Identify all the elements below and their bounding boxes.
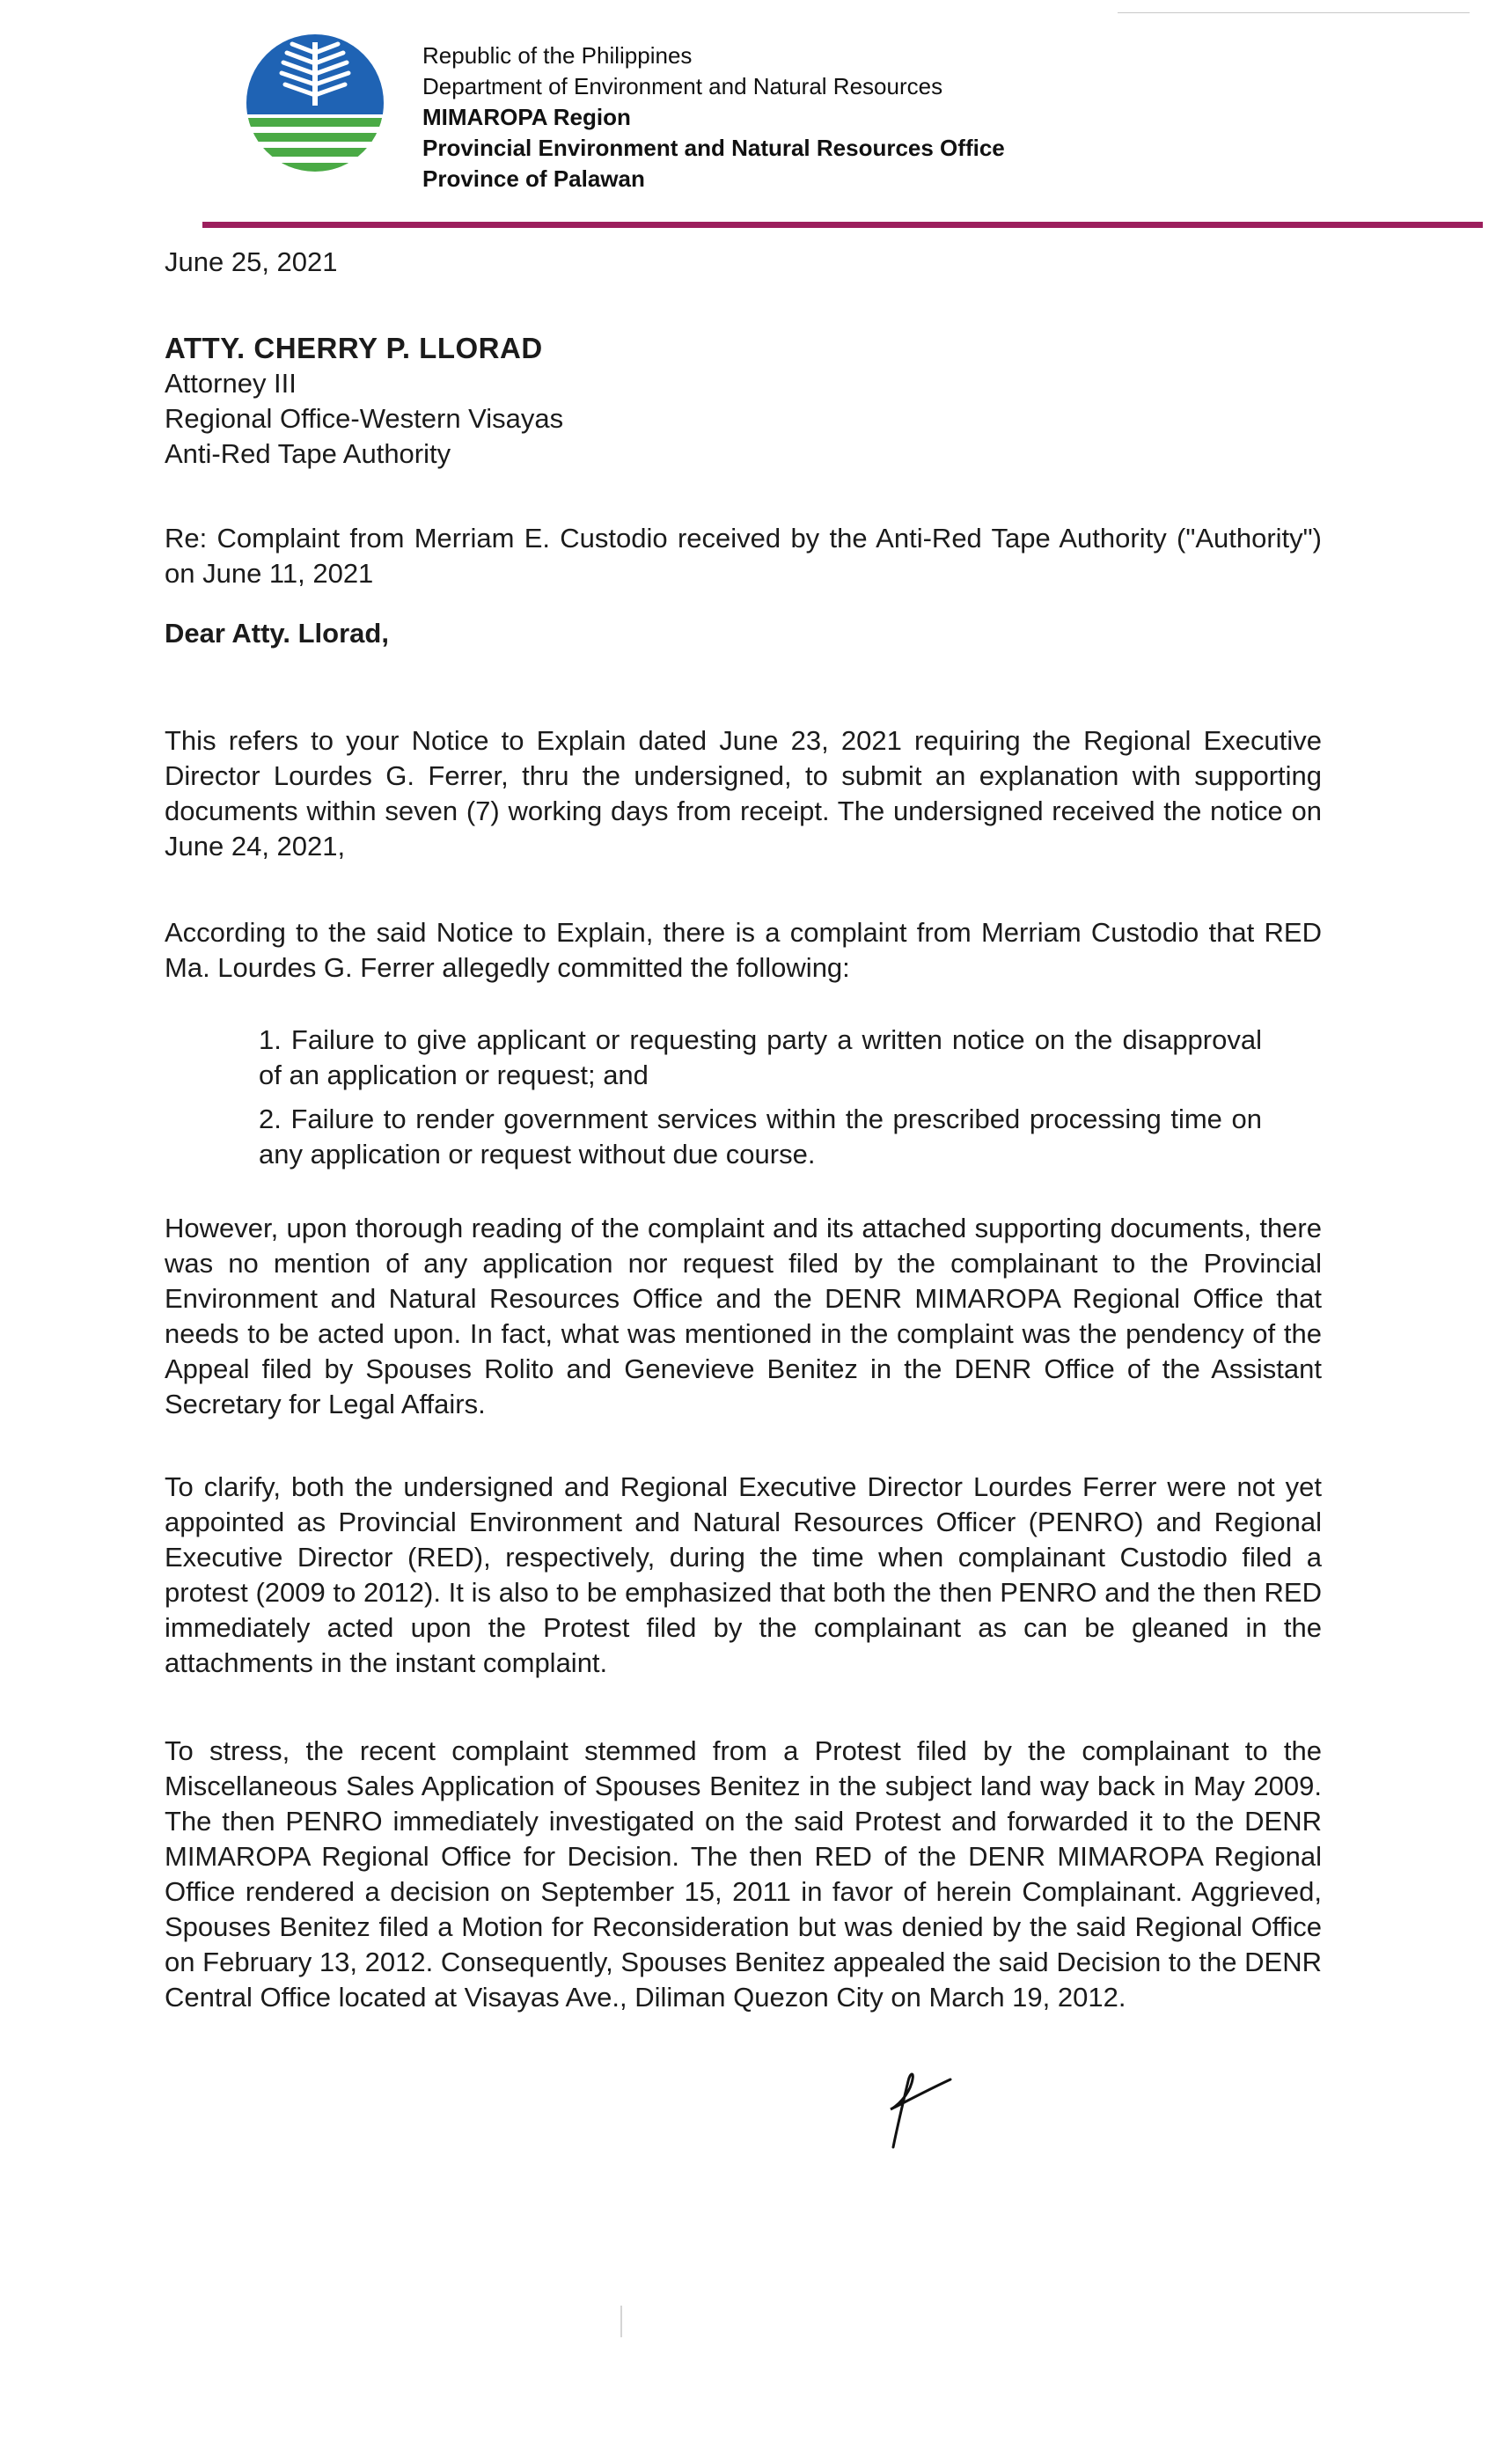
scan-edge-line (1118, 12, 1470, 13)
paragraph-complaint: According to the said Notice to Explain, there is a complaint from Merriam Custodio that RED Ma. Lourdes G. Ferrer allegedly committed the following: (165, 917, 1322, 983)
header-province: Province of Palawan (422, 165, 645, 192)
header-rule (202, 222, 1483, 228)
allegation-list (259, 1023, 1262, 1181)
recipient-name: ATTY. CHERRY P. LLORAD (165, 332, 543, 364)
subject-line: Re: Complaint from Merriam E. Custodio received by the Anti-Red Tape Authority ("Authority") on June 11, 2021 (165, 523, 1322, 589)
agency-header (422, 40, 1005, 194)
paragraph-notice: This refers to your Notice to Explain dated June 23, 2021 requiring the Regional Executive Director Lourdes G. Ferrer, thru the undersigned, to submit an explanation with supporting documents within seven (7) working days from receipt. The undersigned received the notice on June 24, 2021, (165, 725, 1322, 862)
recipient-title: Attorney III (165, 368, 297, 399)
paragraph-clarify: To clarify, both the undersigned and Regional Executive Director Lourdes Ferrer were not yet appointed as Provincial Environment and Natural Resources Officer (PENRO) and Regional Executive Director (RED), respectively, during the time when complainant Custodio filed a protest (2009 to 2012). It is also to be emphasized that both the then PENRO and the then RED immediately acted upon the Protest filed by the complainant as can be gleaned in the attachments in the instant complaint. (165, 1471, 1322, 1678)
recipient-agency: Anti-Red Tape Authority (165, 438, 451, 469)
allegation-item-2: 2. Failure to render government services within the prescribed processing time on any application or request without due course. (259, 1104, 1262, 1170)
denr-logo (222, 33, 408, 172)
scan-artifact (620, 2306, 622, 2337)
salutation: Dear Atty. Llorad, (165, 618, 389, 649)
header-republic: Republic of the Philippines (422, 42, 693, 69)
letter-date: June 25, 2021 (165, 246, 338, 277)
paragraph-reading: However, upon thorough reading of the complaint and its attached supporting documents, there was no mention of any application nor request filed by the complainant to the Provincial Environment and Natural Resources Office and the DENR MIMAROPA Regional Office that needs to be acted upon. In fact, what was mentioned in the complaint was the pendency of the Appeal filed by Spouses Rolito and Genevieve Benitez in the DENR Office of the Assistant Secretary for Legal Affairs. (165, 1213, 1322, 1419)
recipient-block (165, 331, 563, 472)
allegation-item-1: 1. Failure to give applicant or requesting party a written notice on the disapproval of an application or request; and (259, 1024, 1262, 1090)
header-region: MIMAROPA Region (422, 104, 631, 130)
header-office: Provincial Environment and Natural Resources Office (422, 135, 1005, 161)
paragraph-stress: To stress, the recent complaint stemmed from a Protest filed by the complainant to the Miscellaneous Sales Application of Spouses Benitez in the subject land way back in May 2009. The then PENRO immediately investigated on the said Protest and forwarded it to the DENR MIMAROPA Regional Office for Decision. The then RED of the DENR MIMAROPA Regional Office rendered a decision on September 15, 2011 in favor of herein Complainant. Aggrieved, Spouses Benitez filed a Motion for Reconsideration but was denied by the said Regional Office on February 13, 2012. Consequently, Spouses Benitez appealed the said Decision to the DENR Central Office located at Visayas Ave., Diliman Quezon City on March 19, 2012. (165, 1735, 1322, 2013)
initial-signature (854, 2064, 959, 2160)
recipient-office: Regional Office-Western Visayas (165, 403, 564, 434)
header-department: Department of Environment and Natural Resources (422, 73, 943, 99)
